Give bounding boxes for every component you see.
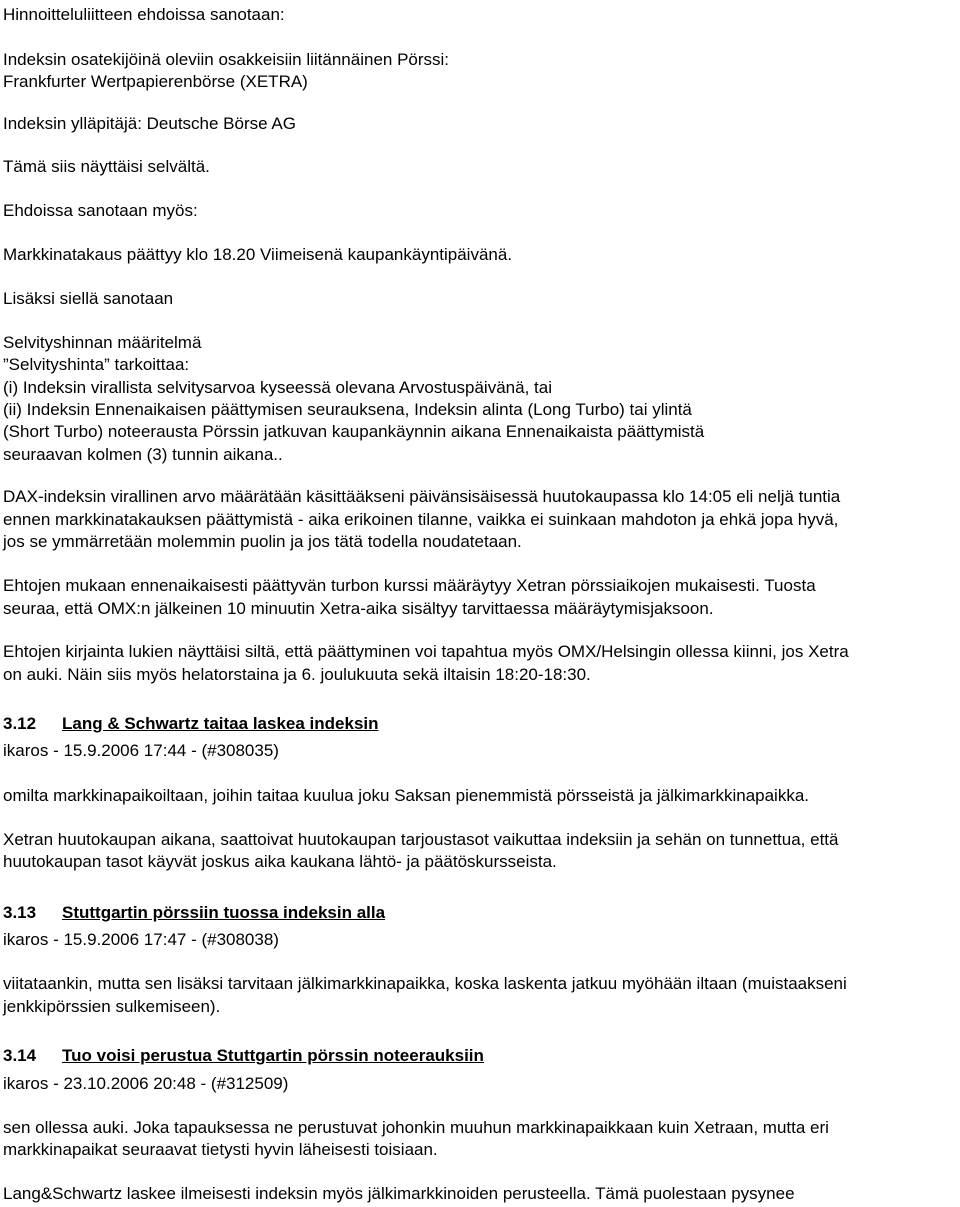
paragraph-text: Frankfurter Wertpapierenbörse (XETRA) (3, 72, 308, 91)
paragraph-text: Ehtojen kirjainta lukien näyttäisi siltä, että päättyminen voi tapahtua myös OMX/Helsingin ollessa kiinni, jos Xetra (3, 642, 849, 661)
paragraph-text: (i) Indeksin virallista selvitysarvoa kyseessä olevana Arvostuspäivänä, tai (3, 378, 552, 397)
paragraph-text: on auki. Näin siis myös helatorstaina ja 6. joulukuuta sekä iltaisin 18:20-18:30. (3, 665, 591, 684)
paragraph-text: Tämä siis näyttäisi selvältä. (3, 157, 210, 176)
paragraph-text: seuraavan kolmen (3) tunnin aikana.. (3, 445, 283, 464)
paragraph-text: ennen markkinatakauksen päättymistä - aika erikoinen tilanne, vaikka ei suinkaan mahdoton ja ehkä jopa hyvä, (3, 510, 839, 529)
paragraph-text: omilta markkinapaikoiltaan, joihin taitaa kuulua joku Saksan pienemmistä pörsseistä ja jälkimarkkinapaikka. (3, 786, 810, 805)
paragraph-text: Markkinatakaus päättyy klo 18.20 Viimeisenä kaupankäyntipäivänä. (3, 245, 513, 264)
section-title: Stuttgartin pörssiin tuossa indeksin alla (62, 903, 386, 922)
paragraph-text: huutokaupan tasot käyvät joskus aika kaukana lähtö- ja päätöskursseista. (3, 852, 557, 871)
paragraph-text: Ehdoissa sanotaan myös: (3, 201, 198, 220)
section-title: Lang & Schwartz taitaa laskea indeksin (62, 714, 379, 733)
paragraph-text: markkinapaikat seuraavat tietysti hyvin läheisesti toisiaan. (3, 1140, 438, 1159)
paragraph-text: Indeksin ylläpitäjä: Deutsche Börse AG (3, 114, 296, 133)
paragraph-text: ”Selvityshinta” tarkoittaa: (3, 355, 190, 374)
section-number: 3.12 (3, 714, 37, 733)
post-meta: ikaros - 23.10.2006 20:48 - (#312509) (3, 1074, 289, 1093)
paragraph-text: seuraa, että OMX:n jälkeinen 10 minuutin Xetra-aika sisältyy tarvittaessa määräytymisjaksoon. (3, 599, 714, 618)
paragraph-text: jenkkipörssien sulkemiseen). (3, 997, 221, 1016)
paragraph-text: jos se ymmärretään molemmin puolin ja jos tätä todella noudatetaan. (3, 532, 522, 551)
section-title: Tuo voisi perustua Stuttgartin pörssin noteerauksiin (62, 1046, 484, 1065)
paragraph-text: viitataankin, mutta sen lisäksi tarvitaan jälkimarkkinapaikka, koska laskenta jatkuu myöhään iltaan (muistaakseni (3, 974, 847, 993)
paragraph-text: sen ollessa auki. Joka tapauksessa ne perustuvat johonkin muuhun markkinapaikkaan kuin Xetraan, mutta eri (3, 1118, 829, 1137)
section-number: 3.13 (3, 903, 37, 922)
paragraph-text: (Short Turbo) noteerausta Pörssin jatkuvan kaupankäynnin aikana Ennenaikaista päättymistä (3, 422, 705, 441)
paragraph-text: Lisäksi siellä sanotaan (3, 289, 174, 308)
paragraph-text: Lang&Schwartz laskee ilmeisesti indeksin myös jälkimarkkinoiden perusteella. Tämä puolestaan pysynee (3, 1184, 795, 1203)
post-meta: ikaros - 15.9.2006 17:44 - (#308035) (3, 741, 279, 760)
paragraph-text: Hinnoitteluliitteen ehdoissa sanotaan: (3, 5, 285, 24)
section-number: 3.14 (3, 1046, 37, 1065)
section-heading (3, 713, 379, 735)
section-heading (3, 902, 385, 924)
paragraph-text: (ii) Indeksin Ennenaikaisen päättymisen seurauksena, Indeksin alinta (Long Turbo) tai ylintä (3, 400, 692, 419)
paragraph-text: Ehtojen mukaan ennenaikaisesti päättyvän turbon kurssi määräytyy Xetran pörssiaikojen mukaisesti. Tuosta (3, 576, 816, 595)
paragraph-text: Xetran huutokaupan aikana, saattoivat huutokaupan tarjoustasot vaikuttaa indeksiin ja sehän on tunnettua, että (3, 830, 839, 849)
section-heading (3, 1045, 484, 1067)
paragraph-text: DAX-indeksin virallinen arvo määrätään käsittääkseni päivänsisäisessä huutokaupassa klo 14:05 eli neljä tuntia (3, 487, 841, 506)
post-meta: ikaros - 15.9.2006 17:47 - (#308038) (3, 930, 279, 949)
paragraph-text: Selvityshinnan määritelmä (3, 333, 202, 352)
paragraph-text: Indeksin osatekijöinä oleviin osakkeisiin liitännäinen Pörssi: (3, 50, 450, 69)
